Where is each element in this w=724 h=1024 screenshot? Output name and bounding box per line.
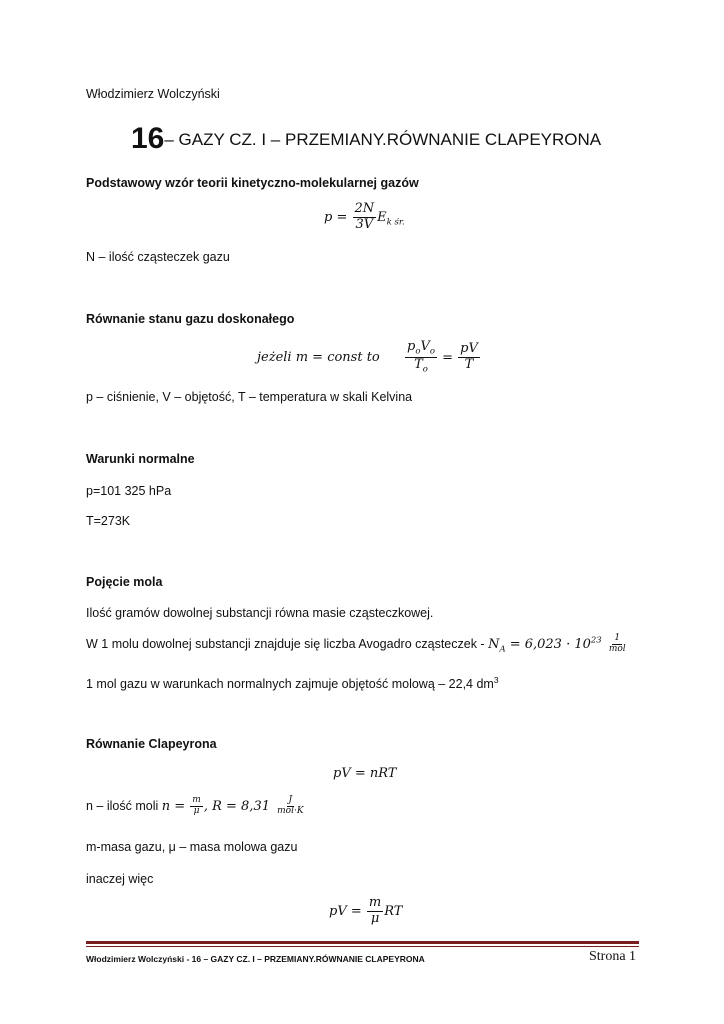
title-number: 16 [131, 122, 165, 155]
ideal-gas-rhs-fraction: $\frac{pV}{T}$ [460, 341, 478, 373]
kinetic-energy-sub: k śr. [386, 217, 405, 228]
section-heading-clapeyron: Równanie Clapeyrona [86, 737, 217, 751]
clapeyron-formula: pV = nRT [333, 766, 397, 781]
avogadro-value: $N_A = 6,023 \cdot 10^{23}$ $\frac{1}{\text{mol}}$ [488, 633, 626, 655]
molar-volume-line: 1 mol gazu w warunkach normalnych zajmuje objętość molową – 22,4 $dm^3$ [86, 675, 499, 692]
kinetic-fraction-num: 2N [354, 201, 375, 216]
normal-temperature: T=273K [86, 514, 131, 528]
note-n-molecules: N – ilość cząsteczek gazu [86, 250, 230, 264]
section-heading-mole: Pojęcie mola [86, 575, 163, 589]
author-name: Włodzimierz Wolczyński [86, 87, 220, 101]
kinetic-fraction-den: 3V [355, 216, 374, 232]
kinetic-formula-lhs: p = [324, 209, 348, 225]
section-heading-normal-conditions: Warunki normalne [86, 452, 195, 466]
gas-constant-unit-fraction: $\frac{J}{\text{mol·K}}$ [277, 795, 304, 816]
kinetic-formula [324, 202, 405, 233]
lhs-v: V [420, 339, 430, 354]
mole-definition: Ilość gramów dowolnej substancji równa masie cząsteczkowej. [86, 606, 434, 620]
avogadro-line: W 1 molu dowolnej substancji znajduje się liczba Avogadro cząsteczek - $N_A = 6,023 \cdot 10^{23}$ $\frac{1}{\text{mol}}$ [86, 634, 629, 655]
ideal-gas-equals: = [442, 350, 454, 366]
lhs-t: T [414, 357, 423, 373]
title-text: – GAZY CZ. I – PRZEMIANY.RÓWNANIE CLAPEYRONA [164, 130, 602, 149]
page-title [131, 122, 601, 156]
section-heading-ideal-gas: Równanie stanu gazu doskonałego [86, 312, 295, 326]
ideal-gas-condition: jeżeli m = const to [257, 350, 380, 365]
kinetic-energy-symbol: E [377, 209, 387, 225]
avogadro-unit-fraction: $\frac{1}{\text{mol}}$ [608, 633, 626, 654]
footer-rule-thin [86, 946, 639, 947]
moles-formula: n = $\frac{m}{\mu}$ , R = 8,31 $\frac{J}{\text{mol·K}}$ [161, 795, 304, 816]
kinetic-fraction [353, 202, 377, 233]
normal-pressure: p=101 325 hPa [86, 484, 172, 498]
clapeyron-mass-formula: pV = $\frac{m}{\mu}$ RT [329, 895, 403, 926]
footer-page-number: Strona 1 [589, 949, 637, 964]
inaczej-line: inaczej więc [86, 872, 154, 886]
section-heading-kinetic: Podstawowy wzór teorii kinetyczno-molekularnej gazów [86, 176, 419, 190]
footer-rule-thick [86, 941, 639, 944]
ideal-gas-lhs-fraction: $\frac{p_oV_o}{T_o}$ [407, 339, 435, 375]
lhs-p: p [407, 339, 416, 354]
moles-fraction: $\frac{m}{\mu}$ [192, 795, 201, 816]
mass-definitions: m-masa gazu, μ – masa molowa gazu [86, 840, 298, 854]
footer-left-text: Włodzimierz Wolczyński - 16 – GAZY CZ. I – PRZEMIANY.RÓWNANIE CLAPEYRONA [86, 954, 425, 964]
gas-constant: , R = 8,31 [203, 798, 270, 814]
note-pvt: p – ciśnienie, V – objętość, T – temperatura w skali Kelvina [86, 390, 413, 404]
ideal-gas-equation [404, 340, 481, 376]
moles-line: n – ilość moli n = $\frac{m}{\mu}$ , R = 8,31 $\frac{J}{\text{mol·K}}$ [86, 796, 307, 817]
mass-over-molar-fraction: $\frac{m}{\mu}$ [368, 895, 382, 926]
